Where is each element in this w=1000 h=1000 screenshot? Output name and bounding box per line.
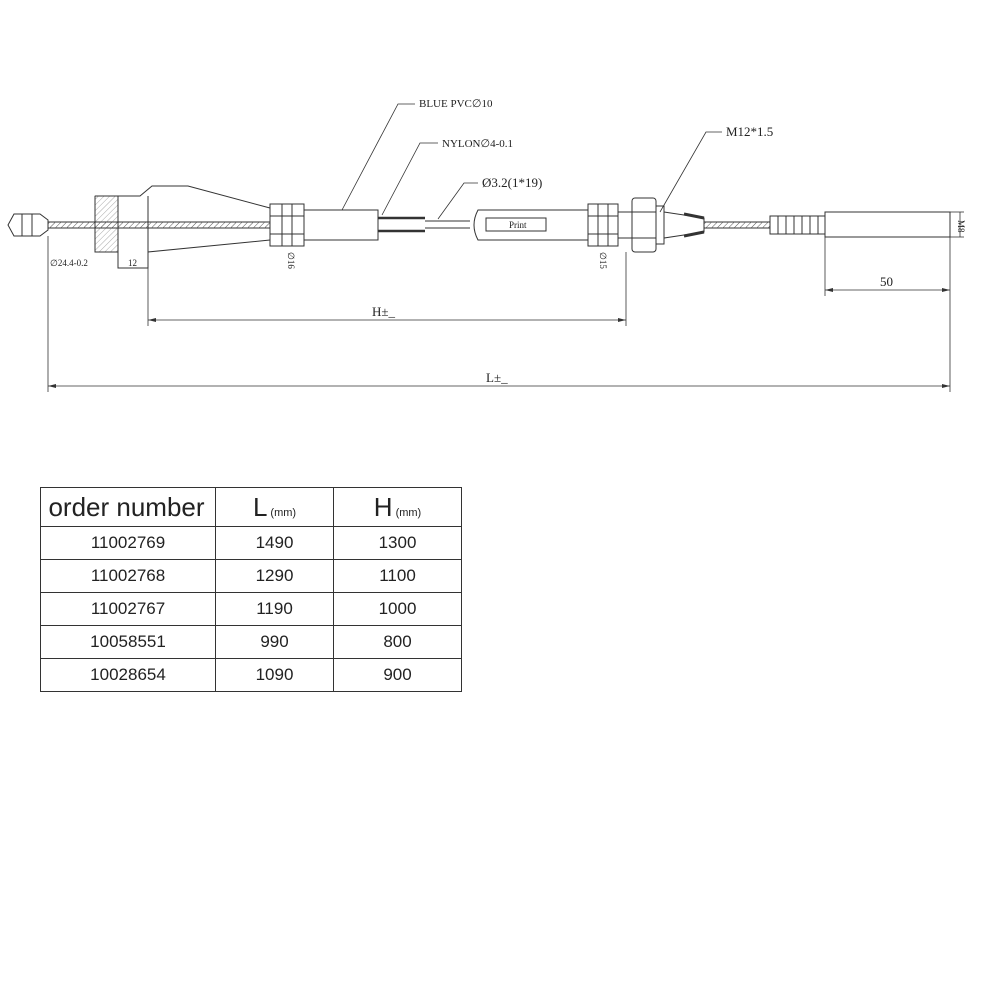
dim-end-length: 50 xyxy=(880,274,893,289)
cell-l: 1190 xyxy=(216,593,334,626)
callout-thread: M12*1.5 xyxy=(726,124,774,139)
cell-h: 800 xyxy=(334,626,462,659)
nylon-tube xyxy=(378,218,470,231)
dim-left-length: 12 xyxy=(128,258,137,268)
cell-order-number: 11002767 xyxy=(41,593,216,626)
cell-l: 1290 xyxy=(216,560,334,593)
table-row xyxy=(41,593,462,626)
callout-leaders xyxy=(342,104,722,219)
hex-nut xyxy=(618,198,664,252)
table-row xyxy=(41,527,462,560)
dim-left-diameter: ∅24.4-0.2 xyxy=(50,258,88,268)
core-wire xyxy=(48,222,270,228)
header-order-number: order number xyxy=(41,488,216,527)
table-header-row xyxy=(41,488,462,527)
callout-nylon: NYLON∅4-0.1 xyxy=(442,138,513,150)
cell-order-number: 11002768 xyxy=(41,560,216,593)
callout-blue-pvc: BLUE PVC∅10 xyxy=(419,98,493,110)
cell-h: 1100 xyxy=(334,560,462,593)
print-sleeve xyxy=(474,210,588,240)
cell-order-number: 10028654 xyxy=(41,659,216,692)
header-l: L (mm) xyxy=(216,488,334,527)
cell-l: 990 xyxy=(216,626,334,659)
pvc-jacket xyxy=(304,210,378,240)
left-ferrule xyxy=(8,214,48,236)
dim-h: H±_ xyxy=(372,304,396,319)
cell-h: 1000 xyxy=(334,593,462,626)
table-row xyxy=(41,626,462,659)
order-number-table xyxy=(40,487,462,692)
right-wire xyxy=(704,222,770,228)
table-row xyxy=(41,659,462,692)
cell-order-number: 11002769 xyxy=(41,527,216,560)
end-ferrule xyxy=(770,212,950,237)
cable-technical-drawing xyxy=(0,0,1000,420)
print-text: Print xyxy=(509,220,527,230)
table-row xyxy=(41,560,462,593)
collar-d15 xyxy=(588,204,618,246)
callout-wire: Ø3.2(1*19) xyxy=(482,175,543,190)
dimension-lines xyxy=(48,212,964,392)
header-h: H (mm) xyxy=(334,488,462,527)
cell-h: 900 xyxy=(334,659,462,692)
dim-m8: M8 xyxy=(956,220,966,233)
dim-d16: ∅16 xyxy=(286,252,296,269)
dim-l: L±_ xyxy=(486,370,508,385)
cell-h: 1300 xyxy=(334,527,462,560)
collar-d16 xyxy=(270,204,304,246)
cell-l: 1090 xyxy=(216,659,334,692)
cell-l: 1490 xyxy=(216,527,334,560)
cell-order-number: 10058551 xyxy=(41,626,216,659)
dim-d15: ∅15 xyxy=(598,252,608,269)
threaded-crimp xyxy=(664,212,704,238)
